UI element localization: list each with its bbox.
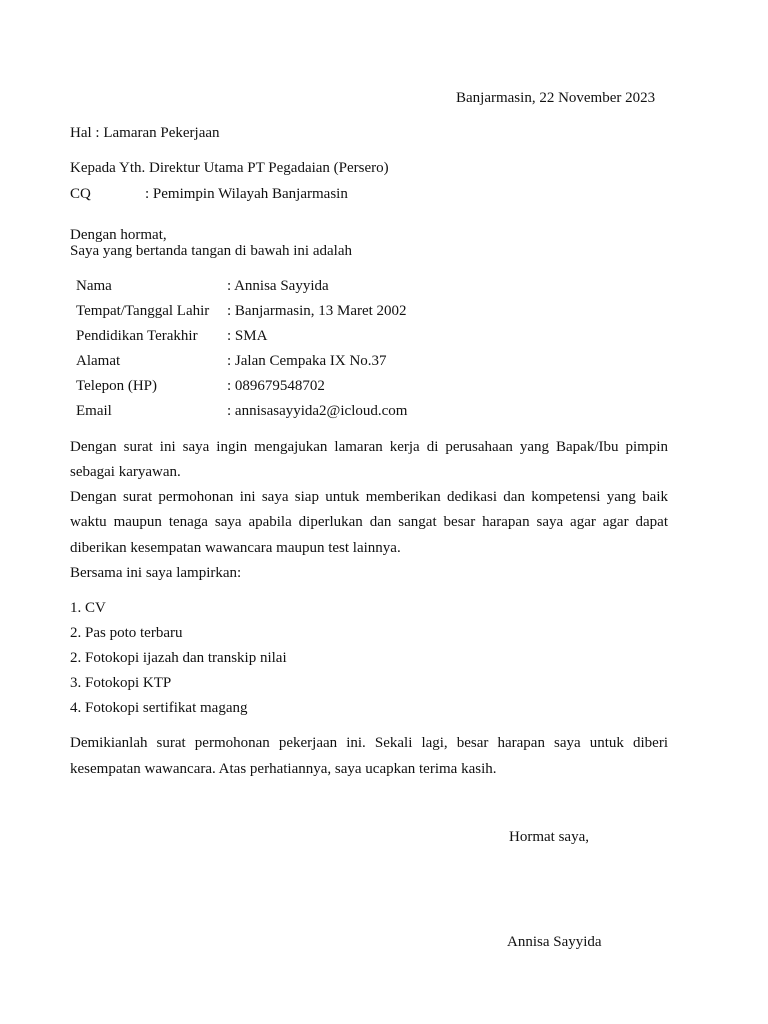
closing-line: kesempatan wawancara. Atas perhatiannya, saya ucapkan terima kasih. xyxy=(70,761,497,777)
identity-label: Alamat xyxy=(76,353,121,369)
identity-value: : Jalan Cempaka IX No.37 xyxy=(227,353,387,369)
identity-value: : Annisa Sayyida xyxy=(227,278,329,294)
attachments-intro: Bersama ini saya lampirkan: xyxy=(70,565,242,581)
identity-label: Pendidikan Terakhir xyxy=(76,328,198,344)
intro-line: Saya yang bertanda tangan di bawah ini adalah xyxy=(70,243,352,259)
paragraph-line: Dengan surat permohonan ini saya siap untuk memberikan dedikasi dan kompetensi yang baik xyxy=(70,489,668,505)
signature-name: Annisa Sayyida xyxy=(507,934,602,950)
paragraph-line: waktu maupun tenaga saya apabila diperlukan dan sangat besar harapan saya agar agar dapat xyxy=(70,514,668,530)
identity-value: : Banjarmasin, 13 Maret 2002 xyxy=(227,303,407,319)
list-item: 4. Fotokopi sertifikat magang xyxy=(70,700,248,716)
identity-label: Email xyxy=(76,403,112,419)
signoff: Hormat saya, xyxy=(509,829,589,845)
list-item: 3. Fotokopi KTP xyxy=(70,675,172,691)
recipient-line: Kepada Yth. Direktur Utama PT Pegadaian (Persero) xyxy=(70,160,389,176)
list-item: 2. Fotokopi ijazah dan transkip nilai xyxy=(70,650,287,666)
list-item: 2. Pas poto terbaru xyxy=(70,625,183,641)
greeting: Dengan hormat, xyxy=(70,227,167,243)
place-date: Banjarmasin, 22 November 2023 xyxy=(456,90,656,106)
paragraph-line: sebagai karyawan. xyxy=(70,464,181,480)
identity-value: : annisasayyida2@icloud.com xyxy=(227,403,408,419)
paragraph-line: diberikan kesempatan wawancara maupun test lainnya. xyxy=(70,540,401,556)
cq-value: : Pemimpin Wilayah Banjarmasin xyxy=(145,186,348,202)
identity-value: : SMA xyxy=(227,328,268,344)
paragraph-line: Dengan surat ini saya ingin mengajukan lamaran kerja di perusahaan yang Bapak/Ibu pimpin xyxy=(70,439,668,455)
identity-value: : 089679548702 xyxy=(227,378,325,394)
letter-subject: Hal : Lamaran Pekerjaan xyxy=(70,125,220,141)
identity-label: Nama xyxy=(76,278,112,294)
closing-line: Demikianlah surat permohonan pekerjaan ini. Sekali lagi, besar harapan saya untuk diberi xyxy=(70,735,668,751)
list-item: 1. CV xyxy=(70,600,106,616)
cq-label: CQ xyxy=(70,186,91,202)
identity-label: Tempat/Tanggal Lahir xyxy=(76,303,210,319)
identity-label: Telepon (HP) xyxy=(76,378,158,394)
